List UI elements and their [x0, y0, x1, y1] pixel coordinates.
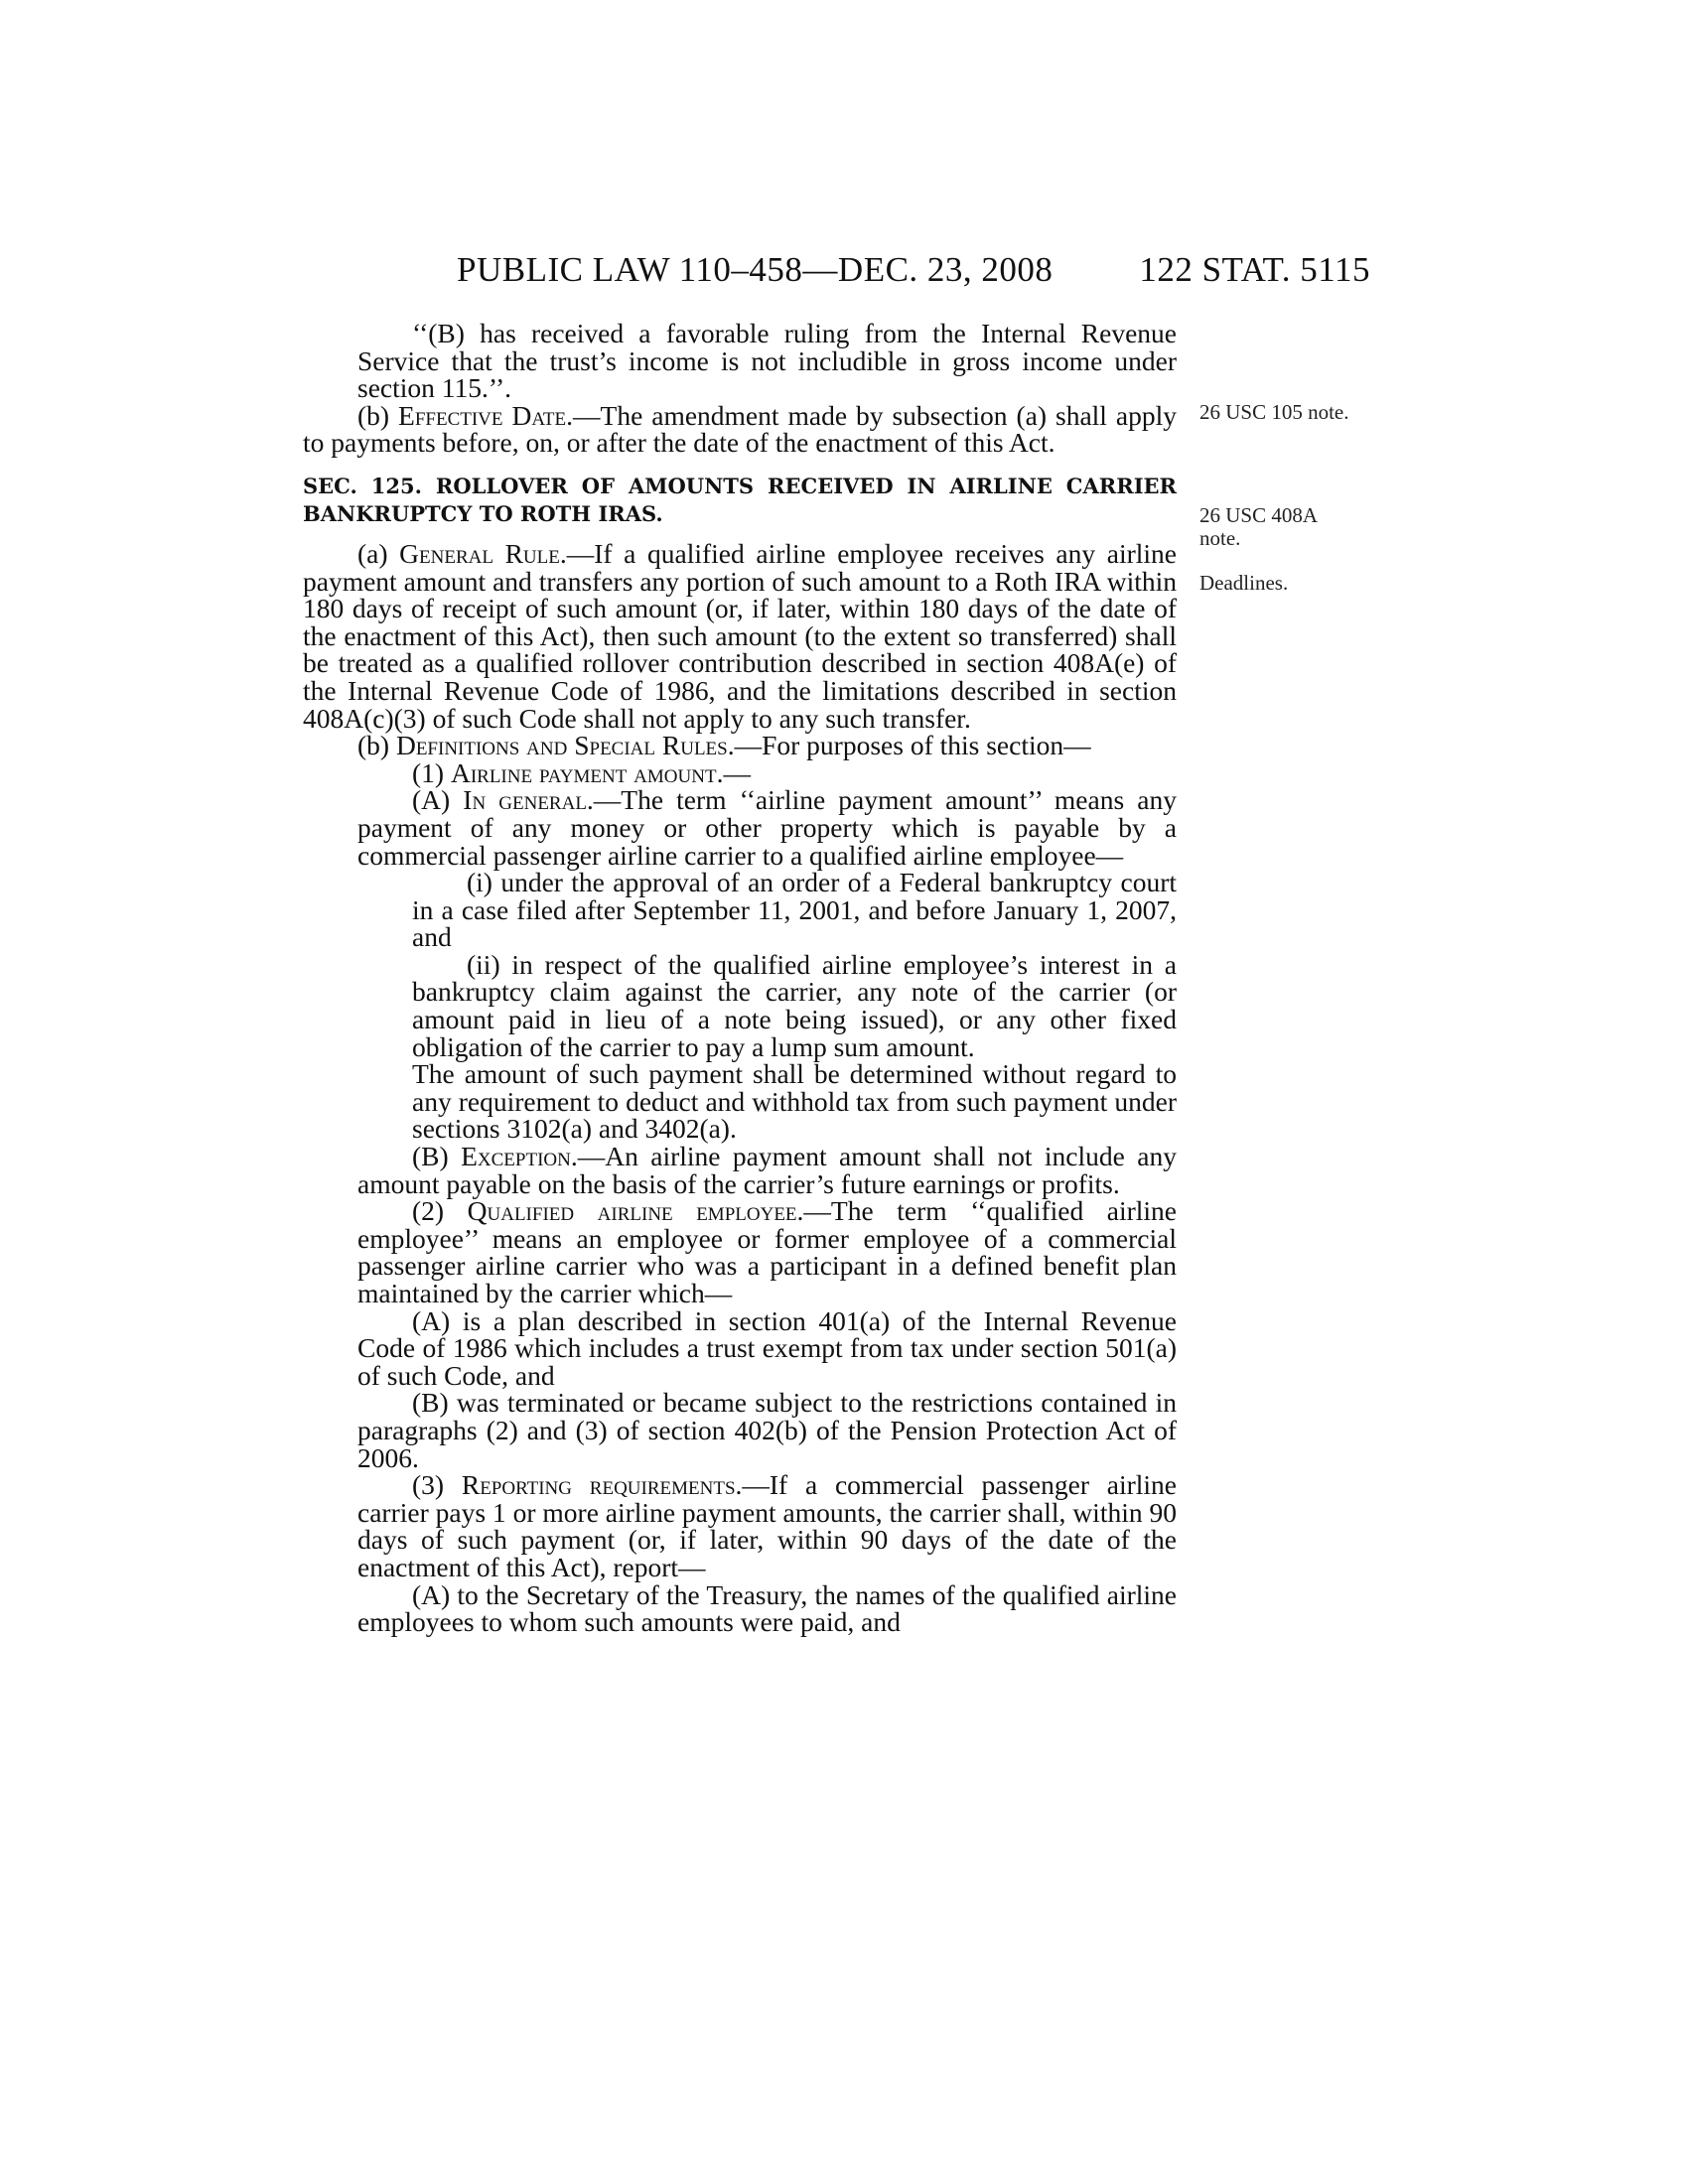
section-title: ROLLOVER OF AMOUNTS RECEIVED IN AIRLINE CARRIER BANKRUPTCY TO ROTH IRAS.	[303, 473, 1177, 526]
header-page-number: 122 STAT. 5115	[1139, 250, 1370, 289]
section-label: SEC. 125.	[303, 473, 436, 498]
margin-note-usc-105: 26 USC 105 note.	[1199, 400, 1349, 424]
paragraph-in-general	[357, 786, 1177, 869]
general-rule-prefix: (a)	[357, 537, 400, 569]
exception-prefix: (B)	[412, 1141, 462, 1172]
in-general-heading: In general	[463, 784, 587, 816]
reporting-prefix: (3)	[412, 1469, 462, 1501]
paragraph-exception	[357, 1143, 1177, 1197]
paragraph-definitions	[303, 732, 1177, 759]
in-general-prefix: (A)	[412, 784, 464, 816]
paragraph-report-treasury: (A) to the Secretary of the Treasury, the names of the qualified airline employees to whom such amounts were paid, and	[357, 1578, 1177, 1638]
paragraph-airline-payment-amount	[303, 756, 1177, 788]
definitions-prefix: (b)	[357, 730, 396, 761]
in-general-text: .—The term ‘‘airline payment amount’’ means any payment of any money or other property which is payable by a commercial passenger airline carrier to a qualified airline employee—	[357, 784, 1177, 871]
effective-date-prefix: (b)	[357, 399, 399, 431]
effective-date-text: .—The amendment made by subsection (a) shall apply to payments before, on, or after the date of the enactment of this Act.	[303, 399, 1177, 459]
effective-date-heading: Effective Date	[398, 399, 567, 431]
margin-note-deadlines: Deadlines.	[1199, 571, 1289, 595]
paragraph-effective-date	[303, 399, 1177, 459]
exception-text: .—An airline payment amount shall not include any amount payable on the basis of the carrier’s future earnings or profits.	[357, 1141, 1177, 1199]
margin-note-usc-408a-line1: 26 USC 408A	[1199, 503, 1319, 527]
paragraph-clause-i: (i) under the approval of an order of a Federal bankruptcy court in a case filed after September 11, 2001, and before January 1, 2007, and	[412, 867, 1177, 953]
paragraph-b-quoted: ‘‘(B) has received a favorable ruling from the Internal Revenue Service that the trust’s income is not includible in gross income under section 115.’’.	[357, 318, 1177, 404]
paragraph-qualified-employee	[357, 1197, 1177, 1306]
reporting-heading: Reporting requirements	[461, 1469, 736, 1501]
airline-payment-prefix: (1)	[412, 756, 451, 788]
airline-payment-text: .—	[716, 756, 751, 788]
document-body	[303, 320, 1177, 1636]
exception-heading: Exception	[461, 1141, 571, 1172]
margin-note-usc-408a	[1199, 504, 1378, 550]
paragraph-reporting-requirements	[357, 1471, 1177, 1580]
page-header	[457, 250, 1370, 294]
paragraph-plan-terminated: (B) was terminated or became subject to the restrictions contained in paragraphs (2) and (3) of section 402(b) of the Pension Protection Act of 2006.	[357, 1387, 1177, 1473]
general-rule-text: .—If a qualified airline employee receives any airline payment amount and transfers any portion of such amount to a Roth IRA within 180 days of receipt of such amount (or, if later, within 180 days of the date of the enactment of this Act), then such amount (to the extent so transferred) shall be treated as a qualified rollover contribution described in section 408A(e) of the Internal Revenue Code of 1986, and the limitations described in section 408A(c)(3) of such Code shall not apply to any such transfer.	[303, 537, 1178, 734]
definitions-text: .—For purposes of this section—	[727, 730, 1091, 761]
paragraph-payment-determination: The amount of such payment shall be determined without regard to any requirement to deduct and withhold tax from such payment under sections 3102(a) and 3402(a).	[412, 1058, 1177, 1145]
section-heading	[303, 473, 1177, 528]
paragraph-general-rule	[303, 537, 1178, 734]
margin-note-usc-408a-line2: note.	[1199, 526, 1241, 550]
reporting-text: .—If a commercial passenger airline carrier pays 1 or more airline payment amounts, the carrier shall, within 90 days of such payment (or, if later, within 90 days of the date of the enactment of this Act), report—	[357, 1469, 1177, 1582]
qualified-employee-prefix: (2)	[412, 1195, 468, 1227]
airline-payment-heading: Airline payment amount	[450, 756, 717, 788]
paragraph-clause-ii: (ii) in respect of the qualified airline employee’s interest in a bankruptcy claim against the carrier, any note of the carrier (or amount paid in lieu of a note being issued), or any other fixed obligation of the carrier to pay a lump sum amount.	[412, 948, 1177, 1062]
paragraph-plan-401a: (A) is a plan described in section 401(a) of the Internal Revenue Code of 1986 which includes a trust exempt from tax under section 501(a) of such Code, and	[357, 1304, 1177, 1391]
definitions-heading: Definitions and Special Rules	[395, 730, 728, 761]
general-rule-heading: General Rule	[399, 537, 560, 569]
qualified-employee-heading: Qualified airline employee	[467, 1195, 797, 1227]
qualified-employee-text: .—The term ‘‘qualified airline employee’’ means an employee or former employee of a commercial passenger airline carrier who was a participant in a defined benefit plan maintained by the carrier which—	[357, 1195, 1177, 1308]
header-title: PUBLIC LAW 110–458—DEC. 23, 2008	[457, 250, 1054, 289]
